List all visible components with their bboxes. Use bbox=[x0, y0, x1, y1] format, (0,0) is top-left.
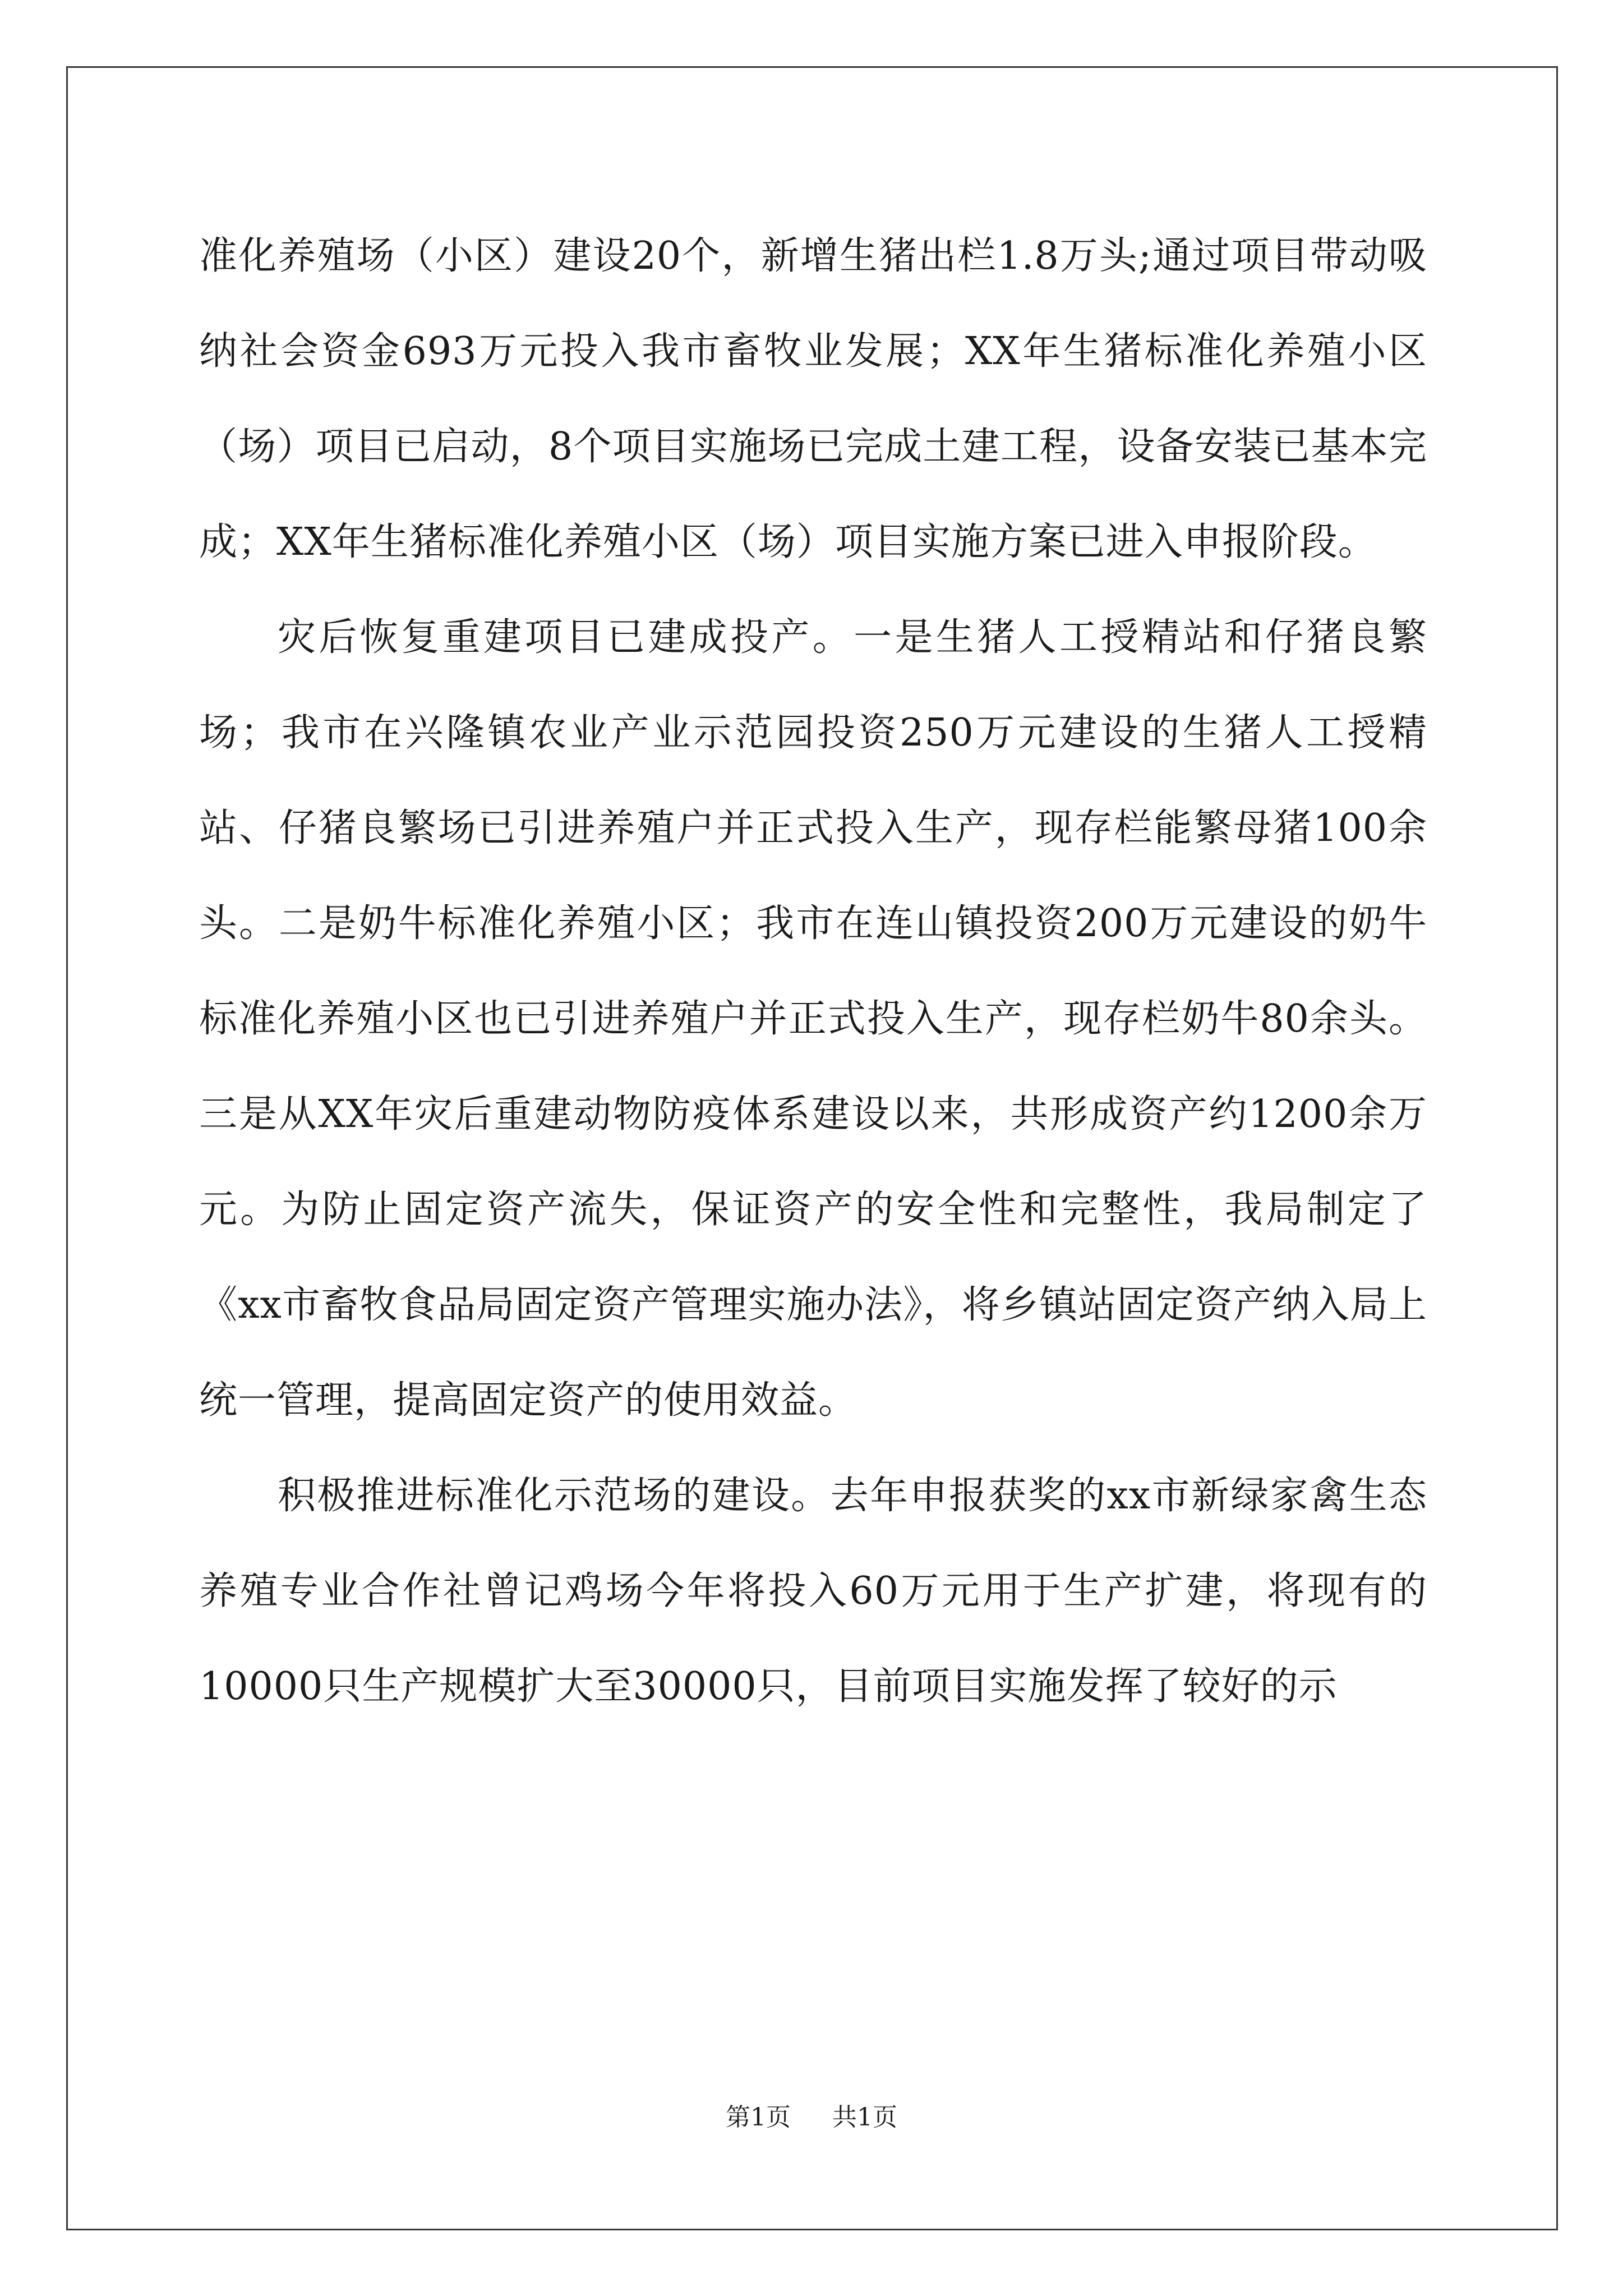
page-footer bbox=[0, 2101, 1623, 2134]
document-body bbox=[199, 209, 1427, 1734]
paragraph-2: 灾后恢复重建项目已建成投产。一是生猪人工授精站和仔猪良繁场；我市在兴隆镇农业产业示范园投资250万元建设的生猪人工授精站、仔猪良繁场已引进养殖户并正式投入生产，现存栏能繁母猪100余头。二是奶牛标准化养殖小区；我市在连山镇投资200万元建设的奶牛标准化养殖小区也已引进养殖户并正式投入生产，现存栏奶牛80余头。三是从XX年灾后重建动物防疫体系建设以来，共形成资产约1200余万元。为防止固定资产流失，保证资产的安全性和完整性，我局制定了《xx市畜牧食品局固定资产管理实施办法》，将乡镇站固定资产纳入局上统一管理，提高固定资产的使用效益。 bbox=[199, 615, 1427, 1423]
paragraph-3: 积极推进标准化示范场的建设。去年申报获奖的xx市新绿家禽生态养殖专业合作社曾记鸡场今年将投入60万元用于生产扩建，将现有的10000只生产规模扩大至30000只，目前项目实施发挥了较好的示 bbox=[199, 1474, 1427, 1709]
page-total: 共1页 bbox=[832, 2103, 897, 2132]
page-number: 第1页 bbox=[726, 2103, 791, 2132]
paragraph-1: 准化养殖场（小区）建设20个，新增生猪出栏1.8万头;通过项目带动吸纳社会资金693万元投入我市畜牧业发展；XX年生猪标准化养殖小区（场）项目已启动，8个项目实施场已完成土建工程，设备安装已基本完成；XX年生猪标准化养殖小区（场）项目实施方案已进入申报阶段。 bbox=[199, 234, 1427, 564]
